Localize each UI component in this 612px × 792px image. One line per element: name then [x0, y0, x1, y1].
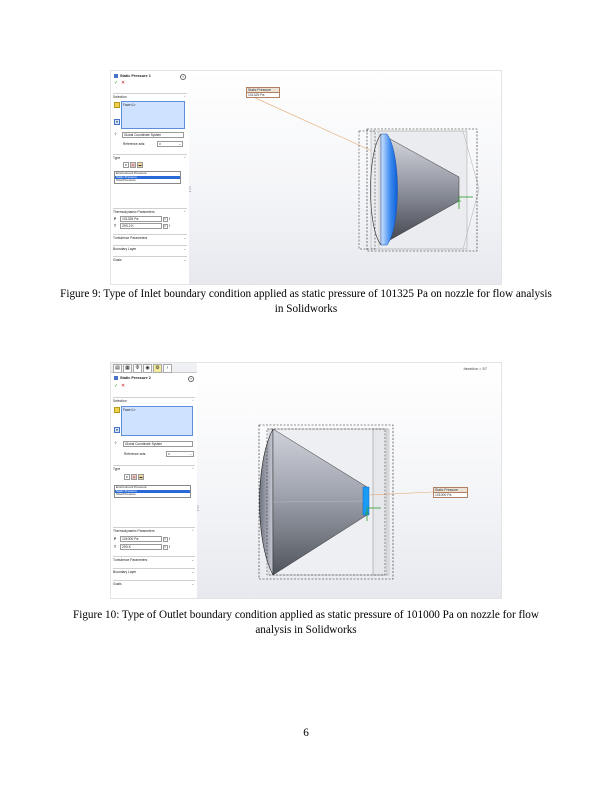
filter-icon[interactable]: ▼ — [115, 120, 119, 124]
property-panel — [111, 71, 190, 284]
figure-10-screenshot — [110, 362, 502, 599]
expand-icon[interactable]: ⌄ — [191, 570, 194, 574]
list-item-selected[interactable]: Static Pressure — [115, 490, 190, 494]
thermo-section-header[interactable]: Thermodynamic Parameters ⌃ — [113, 529, 194, 533]
spinner-icon[interactable]: ⇕ — [164, 538, 167, 541]
property-manager-icon[interactable]: ▦ — [123, 364, 132, 373]
collapse-icon[interactable]: ⌃ — [191, 467, 194, 471]
collapse-icon[interactable]: ⌃ — [191, 529, 194, 533]
list-item[interactable]: Environment Pressure — [116, 171, 147, 175]
callout-header: Static Pressure — [247, 88, 279, 93]
boundary-layer-section-header[interactable]: Boundary Layer ⌄ — [113, 247, 186, 251]
type-section-header[interactable]: Type ⌃ — [113, 467, 194, 471]
static-pressure-callout[interactable] — [433, 487, 468, 498]
list-item-selected[interactable]: Static Pressure — [115, 176, 180, 180]
turbulence-section-header[interactable]: Turbulence Parameters ⌄ — [113, 558, 194, 562]
expand-icon[interactable]: ⌄ — [191, 582, 194, 586]
pressure-row: P 101000 Pa ⇕ f — [114, 536, 173, 542]
static-pressure-icon — [114, 376, 118, 380]
turbulence-section-header[interactable]: Turbulence Parameters ⌄ — [113, 236, 186, 240]
collapse-icon[interactable]: ⌃ — [191, 399, 194, 403]
panel-splitter-handle[interactable]: ⋮ — [187, 187, 193, 193]
feature-tree-icon[interactable]: ▤ — [113, 364, 122, 373]
coordinate-system-field[interactable]: Global Coordinate System — [123, 441, 193, 447]
temperature-row: T 293 K ⇕ f — [114, 544, 173, 550]
collapse-icon[interactable]: ⌃ — [183, 210, 186, 214]
goals-section-header[interactable]: Goals ⌄ — [113, 582, 194, 586]
callout-leader — [251, 96, 372, 151]
pressure-type-icon[interactable]: P — [125, 475, 128, 479]
boundary-type-list[interactable] — [114, 485, 191, 498]
opening-type-icon[interactable]: ◎ — [132, 475, 136, 479]
iteration-counter: Iteration = 57 — [463, 366, 487, 371]
expand-icon[interactable]: ⌄ — [183, 236, 186, 240]
callout-value: 101325 Pa — [248, 93, 265, 97]
feature-manager-toolbar — [111, 363, 197, 373]
cancel-button[interactable]: ✕ — [121, 80, 126, 86]
reference-axis-dropdown[interactable]: X ⌄ — [159, 142, 181, 146]
coordinate-system-icon: ⊹ — [114, 131, 118, 136]
temperature-field[interactable]: 293 K — [120, 544, 162, 550]
graphics-viewport[interactable] — [197, 363, 501, 598]
collapse-icon[interactable]: ⌃ — [183, 95, 186, 99]
chevron-right-icon[interactable]: › — [163, 364, 172, 373]
wall-type-icon[interactable]: ▬ — [139, 475, 143, 479]
flow-analysis-icon[interactable]: ⚙ — [153, 364, 162, 373]
figure-10-caption: Figure 10: Type of Outlet boundary condition applied as static pressure of 101000 Pa on nozzle for flow analysis in Solidworks — [73, 609, 539, 636]
reference-axis-label: Reference axis: — [123, 142, 146, 146]
temperature-field[interactable]: 293.2 K — [120, 223, 162, 229]
property-panel — [111, 363, 198, 598]
expand-icon[interactable]: ⌄ — [183, 247, 186, 251]
help-icon[interactable]: ? — [180, 74, 186, 80]
pressure-field[interactable]: 101000 Pa — [120, 536, 162, 542]
list-item[interactable]: Total Pressure — [116, 178, 136, 183]
figure-9-caption: Figure 9: Type of Inlet boundary condition applied as static pressure of 101325 Pa on nozzle for flow analysis in Solidworks — [60, 288, 552, 315]
face-icon — [114, 407, 120, 413]
chevron-down-icon: ⌄ — [189, 452, 192, 456]
coordinate-system-icon: ⊹ — [114, 440, 118, 445]
boundary-layer-section-header[interactable]: Boundary Layer ⌄ — [113, 570, 194, 574]
reference-axis-dropdown[interactable]: X ⌄ — [168, 452, 192, 456]
static-pressure-callout[interactable] — [246, 87, 280, 98]
help-icon[interactable]: ? — [188, 376, 194, 382]
panel-title: Static Pressure 2 — [120, 376, 151, 380]
reference-axis-label: Reference axis: — [124, 452, 147, 456]
function-icon[interactable]: f — [169, 537, 170, 541]
spinner-icon[interactable]: ⇕ — [164, 225, 167, 228]
temperature-row: T 293.2 K ⇕ f — [114, 223, 173, 229]
goals-section-header[interactable]: Goals ⌄ — [113, 258, 186, 262]
ok-button[interactable]: ✓ — [114, 80, 119, 86]
type-section-header[interactable]: Type ⌃ — [113, 156, 186, 160]
function-icon[interactable]: f — [169, 545, 170, 549]
face-selection-box[interactable]: Face<1> — [121, 406, 193, 436]
selection-section-header[interactable]: Selection ⌃ — [113, 95, 186, 99]
expand-icon[interactable]: ⌄ — [183, 258, 186, 262]
wall-type-icon[interactable]: ▬ — [138, 163, 142, 167]
graphics-viewport[interactable] — [189, 71, 501, 284]
static-pressure-icon — [114, 74, 118, 78]
nozzle-inlet-disk — [260, 429, 274, 575]
ok-button[interactable]: ✓ — [114, 383, 119, 389]
panel-splitter-handle[interactable]: ⋮ — [195, 506, 201, 512]
callout-value: 101000 Pa — [435, 493, 452, 497]
expand-icon[interactable]: ⌄ — [191, 558, 194, 562]
nozzle-model — [189, 71, 501, 284]
chevron-down-icon: ⌄ — [178, 142, 181, 146]
function-icon[interactable]: f — [169, 217, 170, 221]
configuration-icon[interactable]: Φ — [133, 364, 142, 373]
spinner-icon[interactable]: ⇕ — [164, 546, 167, 549]
list-item[interactable]: Environment Pressure — [116, 485, 147, 489]
pressure-type-icon[interactable]: P — [124, 163, 127, 167]
nozzle-model — [197, 363, 501, 598]
coordinate-system-field[interactable]: Global Coordinate System — [122, 132, 184, 138]
filter-icon[interactable]: ▼ — [115, 428, 119, 432]
selection-section-header[interactable]: Selection ⌃ — [113, 399, 194, 403]
pressure-field[interactable]: 101325 Pa — [120, 216, 162, 222]
face-icon — [114, 102, 120, 108]
type-buttons — [124, 474, 145, 479]
thermo-section-header[interactable]: Thermodynamic Parameters ⌃ — [113, 210, 186, 214]
pressure-row: P 101325 Pa ⇕ f — [114, 216, 173, 222]
panel-title: Static Pressure 1 — [120, 74, 151, 78]
face-selection-box[interactable]: Face<1> — [121, 101, 185, 129]
opening-type-icon[interactable]: ◎ — [131, 163, 135, 167]
appearance-icon[interactable]: ◉ — [143, 364, 152, 373]
cancel-button[interactable]: ✕ — [121, 383, 126, 389]
list-item[interactable]: Total Pressure — [116, 492, 136, 497]
type-buttons — [123, 162, 144, 167]
page-number: 6 — [303, 727, 309, 739]
callout-header: Static Pressure — [434, 488, 467, 493]
collapse-icon[interactable]: ⌃ — [183, 156, 186, 160]
boundary-type-list[interactable] — [114, 171, 181, 184]
outlet-face-highlight — [363, 487, 369, 515]
spinner-icon[interactable]: ⇕ — [164, 218, 167, 221]
figure-9-screenshot — [110, 70, 502, 285]
function-icon[interactable]: f — [169, 224, 170, 228]
